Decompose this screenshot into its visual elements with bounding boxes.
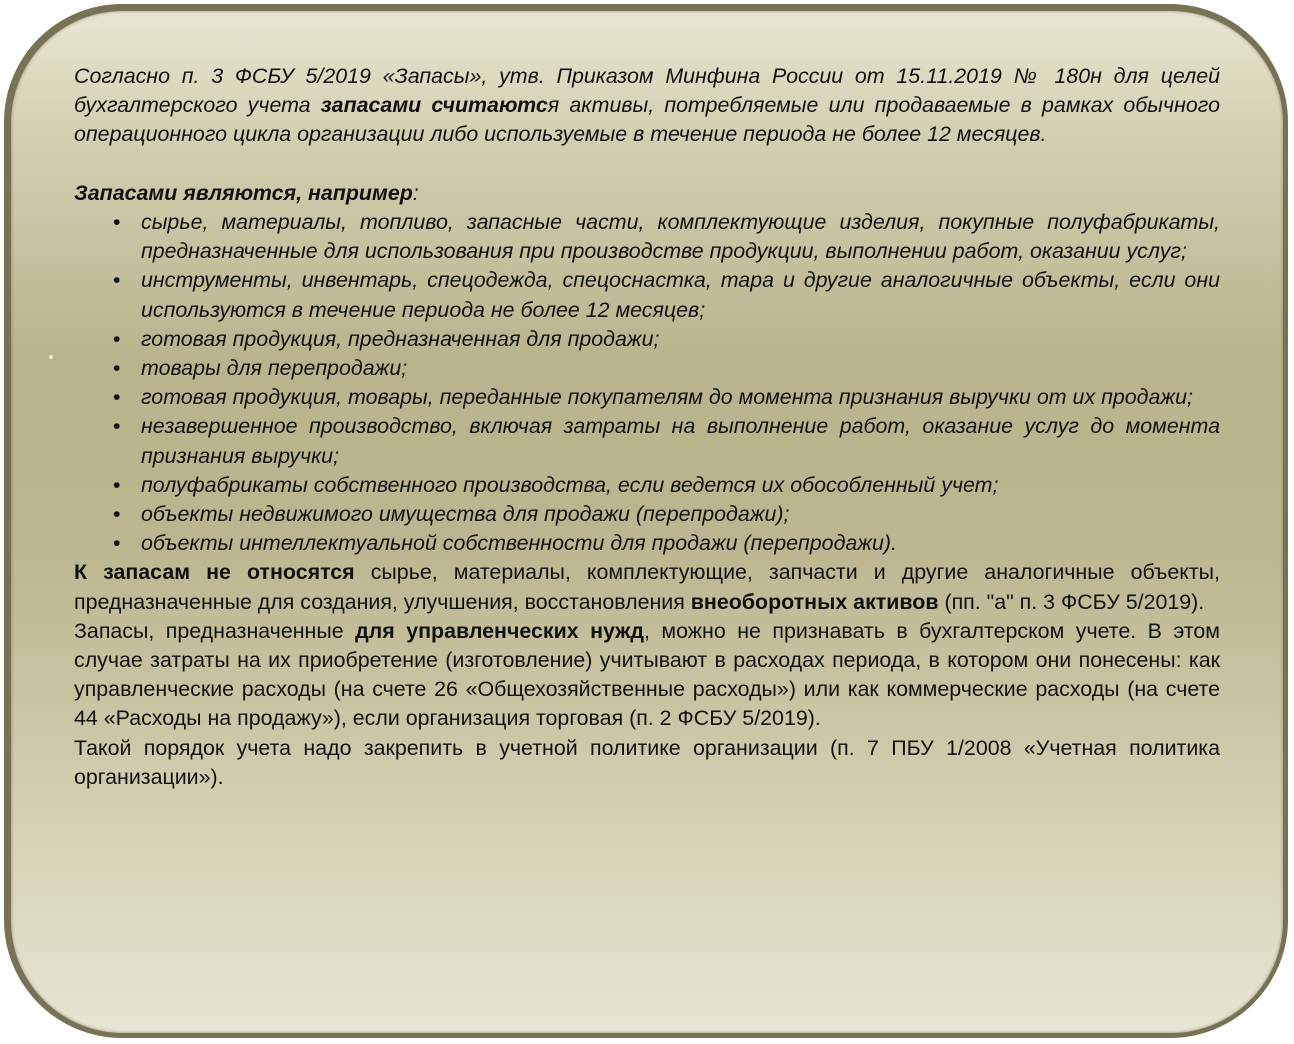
list-item-text: незавершенное производство, включая затраты на выполнение работ, оказание услуг до момента признания выручки; bbox=[141, 414, 1220, 468]
card-content bbox=[74, 62, 1220, 792]
not-inventory-paragraph bbox=[74, 558, 1220, 616]
examples-heading bbox=[74, 179, 1220, 208]
bullet-icon: • bbox=[113, 472, 121, 497]
bullet-icon: • bbox=[113, 210, 121, 234]
management-paragraph bbox=[74, 617, 1220, 734]
bullet-icon: • bbox=[113, 531, 121, 556]
bullet-icon: • bbox=[113, 268, 121, 293]
intro-text: Согласно п. 3 ФСБУ 5/2019 «Запасы», утв. Приказом Минфина России от 15.11.2019 № 180н для целей бухгалтерского учета bbox=[74, 64, 1220, 118]
list-item-text: полуфабрикаты собственного производства, если ведется их обособленный учет; bbox=[141, 472, 999, 497]
bullet-icon: • bbox=[113, 502, 121, 527]
intro-term: запасами считаютс bbox=[320, 93, 548, 118]
list-item-text: объекты недвижимого имущества для продажи (перепродажи); bbox=[141, 502, 790, 527]
not-inventory-reference: (пп. "а" п. 3 ФСБУ 5/2019). bbox=[938, 589, 1205, 614]
decorative-dot bbox=[49, 355, 53, 359]
list-item bbox=[74, 412, 1220, 470]
bullet-icon: • bbox=[113, 356, 121, 381]
list-item bbox=[74, 471, 1220, 500]
list-item bbox=[74, 354, 1220, 383]
bullet-icon: • bbox=[113, 385, 121, 410]
management-text: Запасы, предназначенные bbox=[74, 618, 356, 643]
list-item bbox=[74, 325, 1220, 354]
not-inventory-text: сырье, материалы, комплектующие, запчасти и другие аналогичные объекты, предназначенные для создания, улучшения, восстановления bbox=[74, 560, 1220, 614]
list-item bbox=[74, 383, 1220, 412]
management-text-end: , можно не признавать в бухгалтерском учете. В этом случае затраты на их приобретение (изготовление) учитывают в расходах периода, в котором они понесены: как управленческие расходы (на счете 26 «Общехозяйственные расходы») или как коммерческие расходы (на счете 44 «Расходы на продажу»), если организация торговая (п. 2 ФСБУ 5/2019). bbox=[74, 618, 1220, 731]
list-item-text: товары для перепродажи; bbox=[141, 356, 408, 381]
management-term: для управленческих нужд bbox=[355, 618, 644, 643]
spacer bbox=[74, 150, 1220, 179]
list-item-text: сырье, материалы, топливо, запасные части, комплектующие изделия, покупные полуфабрикаты, предназначенные для использования при производстве продукции, выполнении работ, оказании услуг; bbox=[141, 210, 1220, 264]
list-item bbox=[74, 208, 1220, 266]
not-inventory-term: К запасам не относятся bbox=[74, 560, 355, 585]
list-item-text: объекты интеллектуальной собственности для продажи (перепродажи). bbox=[141, 531, 897, 556]
list-item-text: инструменты, инвентарь, спецодежда, спецоснастка, тара и другие аналогичные объекты, если они используются в течение периода не более 12 месяцев; bbox=[141, 268, 1220, 322]
list-item-text: готовая продукция, предназначенная для продажи; bbox=[141, 326, 660, 351]
bullet-icon: • bbox=[113, 326, 121, 351]
examples-heading-colon: : bbox=[412, 180, 419, 205]
noncurrent-assets-term: внеоборотных активов bbox=[690, 589, 939, 614]
intro-text-end: я активы, потребляемые или продаваемые в рамках обычного операционного цикла организации либо используемые в течение периода не более 12 месяцев. bbox=[74, 93, 1220, 147]
bullet-icon: • bbox=[113, 414, 121, 439]
list-item bbox=[74, 529, 1220, 558]
examples-list bbox=[74, 208, 1220, 558]
list-item bbox=[74, 266, 1220, 324]
examples-heading-text: Запасами являются, например bbox=[74, 180, 413, 205]
list-item-text: готовая продукция, товары, переданные покупателям до момента признания выручки от их продажи; bbox=[141, 385, 1193, 410]
list-item bbox=[74, 500, 1220, 529]
policy-paragraph: Такой порядок учета надо закрепить в учетной политике организации (п. 7 ПБУ 1/2008 «Учетная политика организации»). bbox=[74, 735, 1220, 789]
intro-paragraph bbox=[74, 62, 1220, 150]
